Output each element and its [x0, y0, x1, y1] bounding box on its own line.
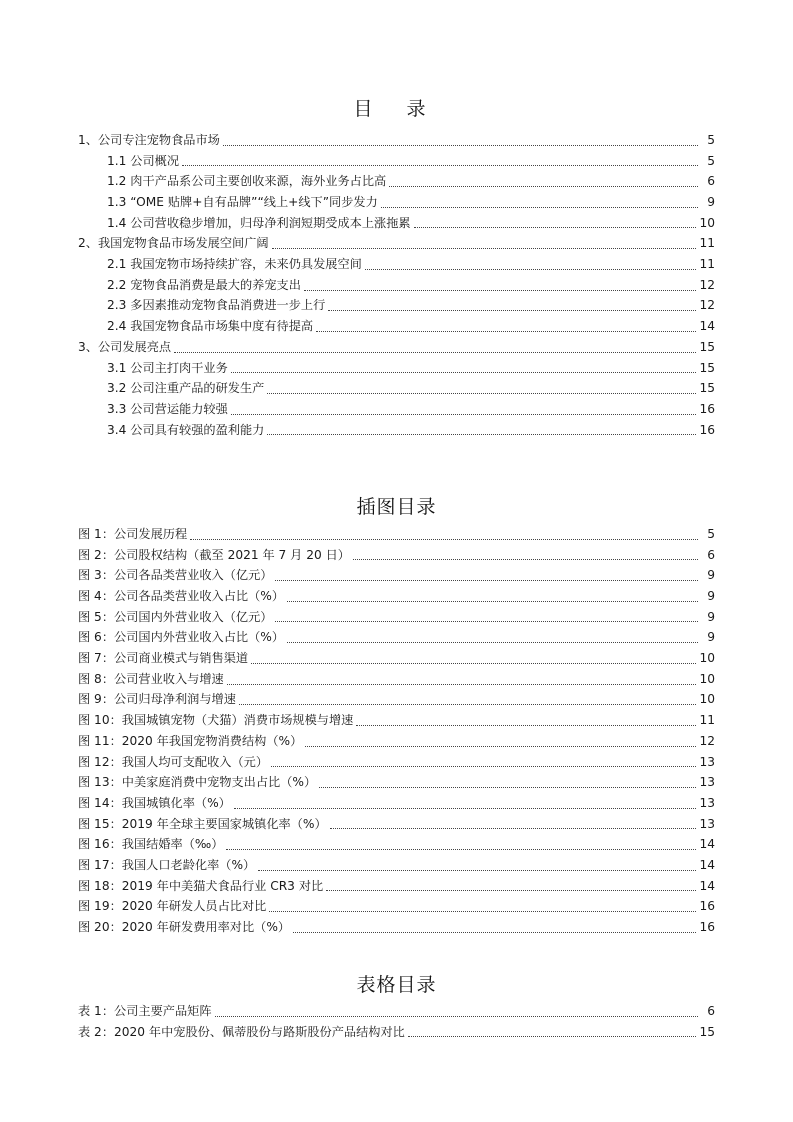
dot-leader [305, 745, 696, 747]
figure-entry-label: 图 7：公司商业模式与销售渠道 [78, 651, 249, 666]
figure-entry-label: 图 15：2019 年全球主要国家城镇化率（%） [78, 816, 327, 831]
toc-entry-page-number: 16 [699, 422, 715, 437]
toc-entry-page-number: 11 [699, 236, 715, 251]
figure-entry[interactable] [0, 545, 793, 566]
dot-leader [271, 765, 696, 767]
toc-entry[interactable] [0, 296, 793, 317]
figure-entry-label: 图 20：2020 年研发费用率对比（%） [78, 920, 291, 935]
dot-leader [275, 620, 698, 622]
figure-entry[interactable] [0, 772, 793, 793]
table-entry[interactable] [0, 1022, 793, 1043]
toc-entry-label: 2.2 宠物食品消费是最大的养宠支出 [107, 277, 301, 292]
table-entry-label: 表 2：2020 年中宠股份、佩蒂股份与路斯股份产品结构对比 [78, 1024, 405, 1039]
toc-entry-page-number: 14 [699, 319, 715, 334]
toc-entry-page-number: 12 [699, 277, 715, 292]
figure-entry-page-number: 11 [699, 713, 715, 728]
contents-title: 目 录 [353, 98, 440, 120]
toc-entry[interactable] [0, 254, 793, 275]
toc-entry-label: 2.1 我国宠物市场持续扩容，未来仍具发展空间 [107, 257, 362, 272]
tables-list [0, 1001, 793, 1042]
dot-leader [408, 1035, 697, 1037]
figures-title: 插图目录 [356, 496, 437, 518]
toc-entry[interactable] [0, 213, 793, 234]
toc-entry-label: 3、公司发展亮点 [78, 339, 172, 354]
figure-entry[interactable] [0, 586, 793, 607]
figures-list [0, 524, 793, 938]
dot-leader [226, 848, 696, 850]
toc-entry[interactable] [0, 420, 793, 441]
figure-entry-label: 图 6：公司国内外营业收入占比（%） [78, 630, 285, 645]
figure-entry[interactable] [0, 669, 793, 690]
toc-entry-page-number: 5 [707, 153, 715, 168]
dot-leader [272, 247, 697, 249]
dot-leader [275, 579, 698, 581]
figure-entry-page-number: 16 [699, 899, 715, 914]
dot-leader [182, 164, 698, 166]
toc-entry[interactable] [0, 151, 793, 172]
toc-entry-label: 1、公司专注宠物食品市场 [78, 132, 220, 147]
figure-entry-page-number: 9 [707, 609, 715, 624]
toc-entry-page-number: 12 [699, 298, 715, 313]
figure-entry-page-number: 6 [707, 547, 715, 562]
dot-leader [356, 724, 696, 726]
toc-entry-page-number: 15 [699, 360, 715, 375]
figure-entry-label: 图 4：公司各品类营业收入占比（%） [78, 589, 285, 604]
figure-entry-label: 图 10：我国城镇宠物（犬猫）消费市场规模与增速 [78, 713, 354, 728]
table-entry[interactable] [0, 1001, 793, 1022]
dot-leader [319, 786, 696, 788]
dot-leader [258, 869, 696, 871]
figure-entry-label: 图 16：我国结婚率（‰） [78, 837, 224, 852]
figure-entry-label: 图 11：2020 年我国宠物消费结构（%） [78, 733, 303, 748]
figure-entry-page-number: 9 [707, 568, 715, 583]
dot-leader [215, 1015, 698, 1017]
figure-entry-page-number: 13 [699, 754, 715, 769]
toc-entry-label: 1.4 公司营收稳步增加，归母净利润短期受成本上涨拖累 [107, 215, 411, 230]
dot-leader [267, 433, 696, 435]
toc-entry-page-number: 11 [699, 257, 715, 272]
figure-entry-label: 图 12：我国人均可支配收入（元） [78, 754, 269, 769]
figure-entry-label: 图 19：2020 年研发人员占比对比 [78, 899, 267, 914]
toc-entry-page-number: 5 [707, 132, 715, 147]
toc-entry[interactable] [0, 275, 793, 296]
dot-leader [267, 392, 696, 394]
toc-entry-label: 3.1 公司主打肉干业务 [107, 360, 228, 375]
figure-entry-label: 图 3：公司各品类营业收入（亿元） [78, 568, 273, 583]
figure-entry-page-number: 13 [699, 816, 715, 831]
figure-entry[interactable] [0, 524, 793, 545]
toc-entry[interactable] [0, 171, 793, 192]
figure-entry-label: 图 13：中美家庭消费中宠物支出占比（%） [78, 775, 317, 790]
toc-entry-page-number: 16 [699, 401, 715, 416]
dot-leader [190, 538, 698, 540]
toc-entry-page-number: 15 [699, 339, 715, 354]
toc-entry[interactable] [0, 192, 793, 213]
figure-entry-label: 图 18：2019 年中美猫犬食品行业 CR3 对比 [78, 878, 324, 893]
dot-leader [293, 931, 696, 933]
toc-entry-label: 3.4 公司具有较强的盈利能力 [107, 422, 265, 437]
dot-leader [330, 827, 697, 829]
dot-leader [365, 268, 697, 270]
figure-entry[interactable] [0, 690, 793, 711]
figure-entry-label: 图 8：公司营业收入与增速 [78, 671, 224, 686]
dot-leader [239, 703, 697, 705]
toc-entry[interactable] [0, 358, 793, 379]
figure-entry-page-number: 13 [699, 795, 715, 810]
figure-entry-page-number: 13 [699, 775, 715, 790]
figure-entry-label: 图 2：公司股权结构（截至 2021 年 7 月 20 日） [78, 547, 350, 562]
dot-leader [223, 144, 698, 146]
toc-entry-label: 2、我国宠物食品市场发展空间广阔 [78, 236, 269, 251]
contents-list [0, 130, 793, 440]
dot-leader [414, 226, 697, 228]
figure-entry-label: 图 14：我国城镇化率（%） [78, 795, 231, 810]
toc-entry[interactable] [0, 233, 793, 254]
toc-entry-label: 3.3 公司营运能力较强 [107, 401, 228, 416]
toc-entry-label: 1.2 肉干产品系公司主要创收来源，海外业务占比高 [107, 174, 387, 189]
figure-entry[interactable] [0, 917, 793, 938]
dot-leader [304, 289, 697, 291]
figure-entry[interactable] [0, 607, 793, 628]
figure-entry-label: 图 9：公司归母净利润与增速 [78, 692, 236, 707]
figure-entry[interactable] [0, 752, 793, 773]
toc-entry-label: 3.2 公司注重产品的研发生产 [107, 381, 265, 396]
dot-leader [174, 351, 696, 353]
toc-entry[interactable] [0, 316, 793, 337]
toc-entry[interactable] [0, 337, 793, 358]
dot-leader [269, 910, 696, 912]
figure-entry-page-number: 9 [707, 630, 715, 645]
toc-entry[interactable] [0, 130, 793, 151]
figure-entry[interactable] [0, 855, 793, 876]
figure-entry-page-number: 9 [707, 589, 715, 604]
dot-leader [381, 206, 698, 208]
figure-entry-page-number: 14 [699, 878, 715, 893]
toc-entry-label: 1.1 公司概况 [107, 153, 180, 168]
dot-leader [353, 558, 698, 560]
dot-leader [287, 600, 698, 602]
figure-entry[interactable] [0, 793, 793, 814]
toc-entry-page-number: 9 [707, 195, 715, 210]
dot-leader [231, 371, 697, 373]
figure-entry-page-number: 5 [707, 526, 715, 541]
figure-entry[interactable] [0, 896, 793, 917]
figure-entry-label: 图 5：公司国内外营业收入（亿元） [78, 609, 273, 624]
figure-entry[interactable] [0, 648, 793, 669]
dot-leader [227, 683, 697, 685]
table-entry-page-number: 15 [699, 1024, 715, 1039]
figure-entry[interactable] [0, 565, 793, 586]
dot-leader [326, 889, 696, 891]
toc-entry-label: 2.3 多因素推动宠物食品消费进一步上行 [107, 298, 326, 313]
figure-entry[interactable] [0, 814, 793, 835]
table-entry-label: 表 1：公司主要产品矩阵 [78, 1003, 212, 1018]
toc-entry-page-number: 10 [699, 215, 715, 230]
figure-entry[interactable] [0, 834, 793, 855]
dot-leader [328, 309, 696, 311]
figure-entry-page-number: 12 [699, 733, 715, 748]
figure-entry[interactable] [0, 731, 793, 752]
dot-leader [234, 807, 697, 809]
figure-entry-page-number: 10 [699, 651, 715, 666]
dot-leader [316, 330, 696, 332]
figure-entry-label: 图 1：公司发展历程 [78, 526, 188, 541]
dot-leader [287, 641, 698, 643]
toc-entry[interactable] [0, 378, 793, 399]
figure-entry-page-number: 10 [699, 692, 715, 707]
dot-leader [231, 413, 697, 415]
figure-entry-page-number: 16 [699, 920, 715, 935]
table-entry-page-number: 6 [707, 1003, 715, 1018]
tables-title: 表格目录 [356, 974, 437, 996]
dot-leader [251, 662, 696, 664]
figure-entry[interactable] [0, 627, 793, 648]
figure-entry-page-number: 14 [699, 857, 715, 872]
toc-entry-page-number: 6 [707, 174, 715, 189]
figure-entry[interactable] [0, 710, 793, 731]
toc-entry-page-number: 15 [699, 381, 715, 396]
toc-entry-label: 1.3 “OME 贴牌+自有品牌”“线上+线下”同步发力 [107, 195, 378, 210]
dot-leader [389, 185, 698, 187]
toc-entry[interactable] [0, 399, 793, 420]
figure-entry[interactable] [0, 876, 793, 897]
figure-entry-label: 图 17：我国人口老龄化率（%） [78, 857, 256, 872]
toc-entry-label: 2.4 我国宠物食品市场集中度有待提高 [107, 319, 314, 334]
figure-entry-page-number: 14 [699, 837, 715, 852]
figure-entry-page-number: 10 [699, 671, 715, 686]
